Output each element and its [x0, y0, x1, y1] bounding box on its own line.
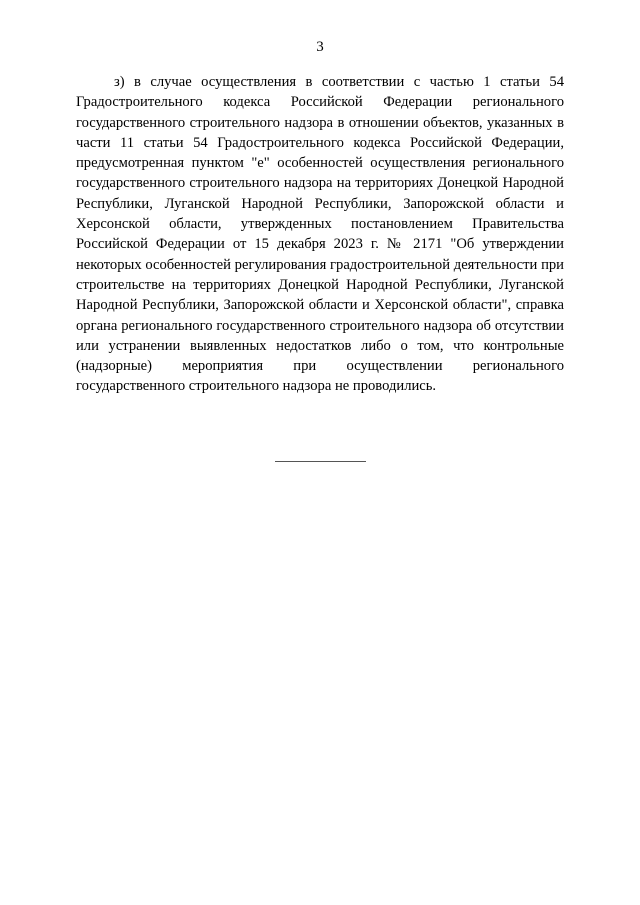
document-body: [76, 72, 564, 397]
end-of-text-divider: [275, 461, 366, 462]
paragraph-z: з) в случае осуществления в соответствии с частью 1 статьи 54 Градостроительного кодекса Российской Федерации регионального государственного строительного надзора в отношении объектов, указанных в части 11 статьи 54 Градостроительного кодекса Российской Федерации, предусмотренная пунктом "е" особенностей осуществления регионального государственного строительного надзора на территориях Донецкой Народной Республики, Луганской Народной Республики, Запорожской области и Херсонской области, утвержденных постановлением Правительства Российской Федерации от 15 декабря 2023 г. № 2171 "Об утверждении некоторых особенностей регулирования градостроительной деятельности при строительстве на территориях Донецкой Народной Республики, Луганской Народной Республики, Запорожской области и Херсонской области", справка органа регионального государственного строительного надзора об отсутствии или устранении выявленных недостатков либо о том, что контрольные (надзорные) мероприятия при осуществлении регионального государственного строительного надзора не проводились.: [76, 74, 564, 395]
page-number: 3: [316, 39, 324, 55]
